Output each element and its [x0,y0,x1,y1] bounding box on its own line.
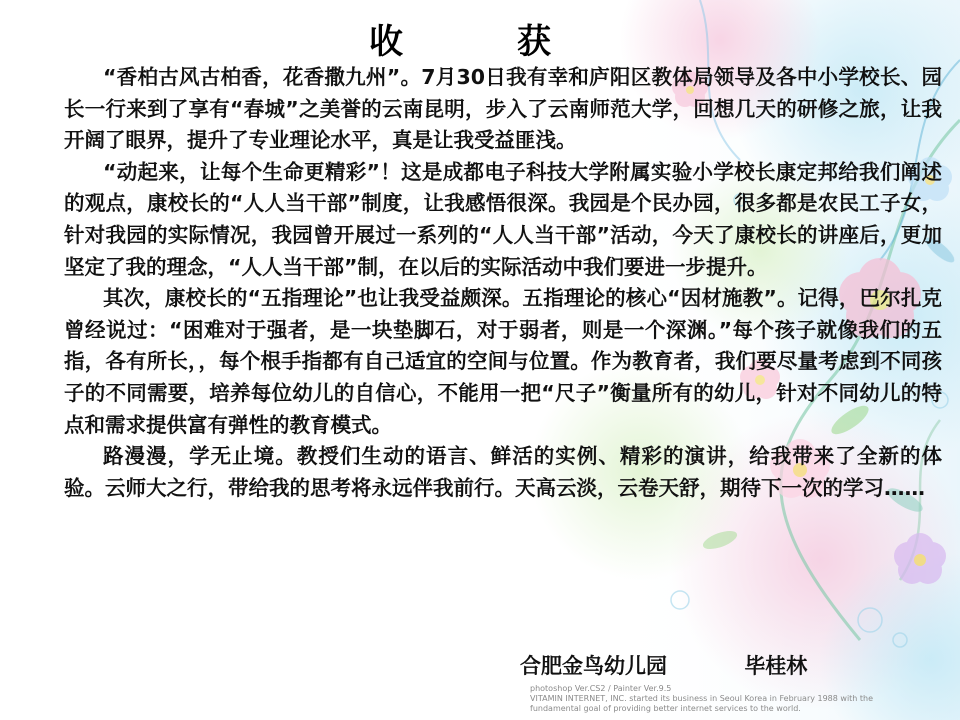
article-body [64,62,942,504]
paragraph-4: 路漫漫，学无止境。教授们生动的语言、鲜活的实例、精彩的演讲，给我带来了全新的体验。云师大之行，带给我的思考将永远伴我前行。天高云淡，云卷天舒，期待下一次的学习…… [64,444,942,500]
watermark-text [530,684,950,714]
page-title: 收 获 [369,22,591,62]
signature [520,650,807,680]
watermark-line-3: fundamental goal of providing better internet services to the world. [530,704,801,713]
paragraph-3: 其次，康校长的“五指理论”也让我受益颇深。五指理论的核心“因材施教”。记得，巴尔扎克曾经说过：“困难对于强者，是一块垫脚石，对于弱者，则是一个深渊。”每个孩子就像我们的五指，各有所长，，每个根手指都有自己适宜的空间与位置。作为教育者，我们要尽量考虑到不同孩子的不同需要，培养每位幼儿的自信心，不能用一把“尺子”衡量所有的幼儿，针对不同幼儿的特点和需求提供富有弹性的教育模式。 [64,286,942,437]
signature-author: 毕桂林 [744,654,808,678]
watermark-line-2: VITAMIN INTERNET, INC. started its business in Seoul Korea in February 1988 with the [530,694,874,703]
paragraph-1: “香柏古风古柏香，花香撒九州”。7月30日我有幸和庐阳区教体局领导及各中小学校长、园长一行来到了享有“春城”之美誉的云南昆明，步入了云南师范大学，回想几天的研修之旅，让我开阔了眼界，提升了专业理论水平，真是让我受益匪浅。 [64,65,942,153]
paragraph-2: “动起来，让每个生命更精彩”！这是成都电子科技大学附属实验小学校长康定邦给我们阐述的观点，康校长的“人人当干部”制度，让我感悟很深。我园是个民办园，很多都是农民工子女，针对我园的实际情况，我园曾开展过一系列的“人人当干部”活动，今天了康校长的讲座后，更加坚定了我的理念，“人人当干部”制，在以后的实际活动中我们要进一步提升。 [64,159,942,279]
signature-organization: 合肥金鸟幼儿园 [520,654,667,678]
watermark-line-1: photoshop Ver.CS2 / Painter Ver.9.5 [530,684,672,693]
